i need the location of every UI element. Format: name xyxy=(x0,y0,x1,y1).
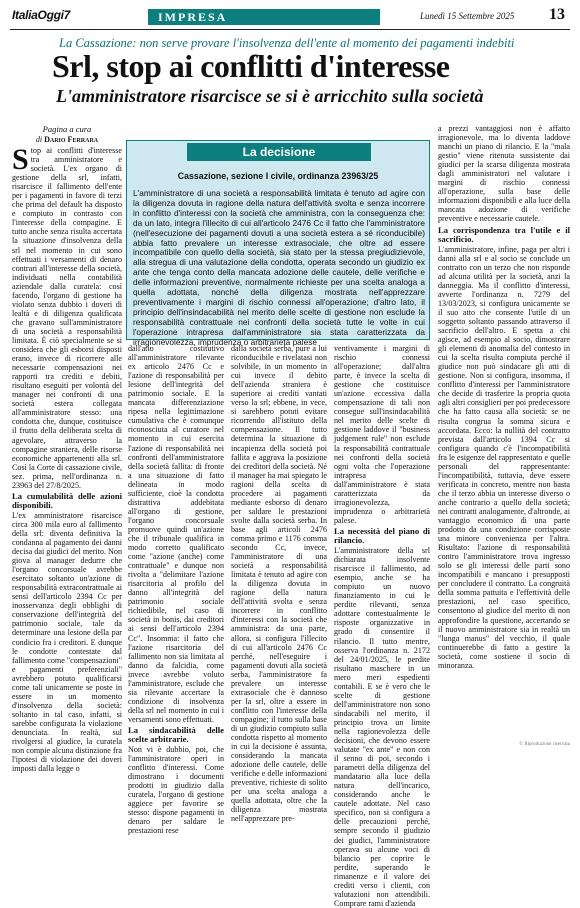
article-paragraph: L'ex amministratore risarcisce circa 300 mila euro al fallimento della srl: diventa definitiva la condanna al pagamento dei danni decisa dai giudici del merito. Non giova al manager dedurre che l'organo concorsuale avrebbe esercitato soltanto un'azione di responsabilità extracontrattuale ai sensi dell'articolo 2394 Cc per inosservanza degli obblighi di conservazione dell'integrità del patrimonio sociale, tale da determinare una lesione della par condicio fra i creditori. E dunque le condotte contestate dal fallimento come "compensazioni" e pagamenti preferenziali" avrebbero potuto qualificarsi come tali unicamente se poste in essere in un momento d'insolvenza della società: soltanto in tal caso, infatti, si sarebbe configurata la violazione denunciata. In realtà, sul rivolgersi al giudice, la curatela non compie alcuna distinzione fra l'ipotesi di violazione dei doveri imposti dalla legge o xyxy=(12,510,122,774)
decision-box xyxy=(126,140,430,347)
article-kicker: La Cassazione: non serve provare l'insolvenza dell'ente al momento dei pagamenti indebiti xyxy=(59,36,515,50)
page-number: 13 xyxy=(549,6,565,23)
decision-box-court: Cassazione, sezione I civile, ordinanza 23963/25 xyxy=(177,171,379,181)
byline-di: di xyxy=(35,135,43,144)
article-column-4 xyxy=(334,344,430,908)
byline-prefix: Pagina a cura xyxy=(42,124,92,134)
byline xyxy=(12,124,122,144)
article-column-3 xyxy=(231,344,327,824)
article-column-5 xyxy=(438,124,570,740)
copyright-notice: © Riproduzione riservata xyxy=(519,742,570,747)
issue-date: Lunedì 15 Settembre 2025 xyxy=(420,11,515,21)
newspaper-logo[interactable]: ItaliaOggi7 xyxy=(12,8,71,22)
article-column-1 xyxy=(12,143,122,774)
drop-cap: S xyxy=(12,143,29,176)
article-text: top ai conflitti d'interesse tra amministratore e società. L'ex organo di gestione della srl, infatti, risarcisce il fallimento dell'ente per i pagamenti in favore di terzi che prima del default ha disposto e compiuto in contrasto con l'interesse della compagine. E tutto anche senza risulta accertata la situazione d'insolvenza della srl nel momento in cui sono effettuati i versamenti di denaro contrari all'interesse della società, individuati nella contabilità aziendale dalla curatela: così facendo, l'organo di gestione ha violato senza dubbio i doveri di lealtà e di diligenza qualificata che gravano sull'amministratore di una società a responsabilità limitata. È ciò specialmente se si considera che gli esborsi disposti erano, invece di ricorrere alle necessarie compensazioni nei rapporti tra crediti e debiti, risultano eseguiti per volontà del manager nei confronti di una società estera collegata all'amministratore stesso: una condotta che, dunque, costituisce il frutto della deliberata scelta di agevolare, attraverso la compagine straniera, delle risorse economiche appartenenti alla srl. Così la Corte di cassazione civile, sez. prima, nell'ordinanza n. 23963 del 27/8/2025. xyxy=(12,146,122,490)
section-subhead: La necessità del piano di rilancio. xyxy=(334,525,430,545)
article-paragraph: a prezzi vantaggiosi non è affatto irragionevole, ma lo diventa laddove manchi un piano di rilancio. E la "mala gestio" viene ritenuta sussistente dai giudici per la scarsa diligenza mostrata dagli amministratori nel valutare i margini di rischio connessi all'operazione, sulla base delle informazioni disponibili e alla luce della mancata adozione di verifiche preventive e necessarie cautele. xyxy=(438,124,570,224)
article-paragraph: Non vi è dubbio, poi, che l'amministratore operi in conflitto d'interessi. Come dimostrano i documenti prodotti in giudizio dalla curatela, l'organo di gestione aggiece per favorire se stesso: dispone pagamenti in denaro per saldare le prestazioni rese xyxy=(128,745,224,836)
decision-box-body: L'amministratore di una società a responsabilità limitata è tenuto ad agire con la diligenza dovuta in ragione della natura dell'attività svolta e senza incorrere in conflitto d'interessi con la società che amministra, con la conseguenza che: da un lato, integra l'illecito di cui all'articolo 2476 Cc il fatto che l'amministratore (nell'esecuzione dei pagamenti dovuti a una società estera a sé riconducibile) abbia fatto prevalere un interesse extrasociale, che oltre ad essere incompatibile con quello della società, sia stato per la stessa pregiudizievole, alla stregua di una valutazione della condotta, operata secondo un giudizio ex ante che tenga conto della mancata adozione delle cautele, delle verifiche e delle informazioni preventive, normalmente richieste per una scelta analoga a quella adottata, nonché della diligenza mostrata nell'apprezzare preventivamente i margini di rischio connessi all'operazione; d'altro lato, il principio dell'insindacabilità nel merito delle scelte di gestione non esclude la responsabilità contrattuale nei confronti della società tutte le volte in cui l'operazione intrapresa dall'amministratore sia stata caratterizzata da irragionevolezza, imprudenza o arbitrarietà palese xyxy=(133,188,425,347)
article-headline: Srl, stop ai conflitti d'interesse xyxy=(52,48,450,84)
article-paragraph: dalla società serba, pure a lui riconducibile e rivelatasi non solvibile, in un momento in cui invece il debito dell'azienda straniera è superiore ai crediti vantati verso la srl; ebbene, in vece, si sarebbero potuti evitare ricorrendo all'istituto della compensazione. Il tutto determina la situazione di incapienza della società poi fallita e aggrava la posizione dei creditori della società. Né il manager ha mai spiegato le ragioni della scelta di procedere ai pagamenti mediante esborso di denaro per saldare le prestazioni svolte dalla società serba. In base agli articoli 2476 comma primo e 1176 comma secondo Cc, invece, l'amministratore di una società a responsabilità limitata è tenuto ad agire con la diligenza dovuta in ragione della natura dell'attività svolta e senza incorrere in conflitto d'interessi con la società che amministra: da una parte, allora, si configura l'illecito di cui all'articolo 2476 Cc perché, nell'eseguire i pagamenti dovuti alla società serba, l'amministratore fa prevalere un interesse extrasociale che è dannoso per la srl, oltre a essere in conflitto con l'interesse della compagine; il tutto sulla base di un giudizio compiuto sulla condotta rispetto al momento in cui la decisione è assunta, considerando la mancata adozione delle cautele, delle verifiche e delle informazioni preventive, richieste di solito per una scelta analoga a quella adottata, oltre che la diligenza mostrata nell'apprezzare pre- xyxy=(231,344,327,824)
article-paragraph: L'amministratore della srl dichiarata insolvente risarcisce il fallimento, ad esempio, anche se ha compiuto un nuovo finanziamento in cui le perdite rilevanti, senza adottare contestualmente le risposte organizzative in grado di consentire il rilancio. Il tutto mentre, osserva l'ordinanza n. 2172 del 24/01/2025, le perdite risultano maschere in un mero meri espedienti contabili. E se è vero che le scelte di gestione dell'amministratore non sono sindacabili nel merito, il principio trova un limite nella ragionevolezza delle decisioni, che devono essere valutate "ex ante" e non con il senno di poi, secondo i parametri della diligenza del mandatario alla luce della natura dell'incarico, considerando anche le cautele adottate. Nel caso specifico, non si configura a delle precauzioni perché, sempre secondo il giudizio dei giudici, l'amministratore operava su alcune voci di bilancio per coprire le perdite, superando le rimanenze e il valore dei crediti verso i clienti, con valutazioni non attendibili. Comprare rami d'azienda xyxy=(334,546,430,908)
section-name: IMPRESA xyxy=(158,10,228,24)
byline-author: Dario Ferrara xyxy=(44,135,99,144)
decision-box-title: La decisione xyxy=(187,143,371,161)
section-subhead: La cumulabilità delle azioni disponibili. xyxy=(12,490,122,510)
article-paragraph: dall'atto costitutivo all'amministratore rilevante ex articolo 2476 Cc e l'azione di responsabilità per lesione dell'integrità del patrimonio sociale. E la mancata differenziazione ripesa nella legittimazione cumulativa che è comunque riconosciuta al curatore nel momento in cui esercita l'azione di responsabilità nei confronti dell'amministratore della società fallita: di fronte a una situazione di fatto delineata in modo sufficiente, cioè la condotta distrattiva addebitata all'organo di gestione, l'organo concorsuale promuove quindi un'azione che il tribunale qualifica in modo corretto qualificato come "azione (anche) come contrattuale" e dunque non rivolta a "delimitare l'azione risarcitoria al profilo del danno all'integrità del patrimonio sociale richiedibile, nel caso di società in bonis, dai creditori ai sensi dell'articolo 2394 Cc". Insomma: il fatto che l'azione risarcitoria del fallimento non sia limitata al danno da falcidia, come invece avrebbe voluto l'amministratore, esclude che sia rilevante accertare la condizione di insolvenza della srl nel momento in cui i versamenti sono effettuati. xyxy=(128,344,224,724)
header-rule xyxy=(10,29,570,30)
section-subhead: La corrispondenza tra l'utile e il sacrificio. xyxy=(438,224,570,244)
article-paragraph: ventivamente i margini di rischio connessi all'operazione; dall'altra parte, è invece la scelta di gestione che costituisce un'azione eccessiva dalla compensazione di tali non consegue sull'insindacabilità nel merito delle scelte di gestione laddove il "business judgement rule" non esclude la responsabilità contrattuale nei confronti della società ogni volta che l'operazione intrapresa dall'amministratore è stata caratterizzata da irragionevolezza, imprudenza o arbitrarietà palese. xyxy=(334,344,430,525)
article-column-2 xyxy=(128,344,224,836)
section-subhead: La sindacabilità delle scelte arbitrarie. xyxy=(128,724,224,745)
section-banner xyxy=(148,9,380,25)
masthead xyxy=(10,6,570,28)
article-paragraph: L'amministratore, infine, paga per altri i danni alla srl e al socio se conclude un contratto con un terzo che non risponde ad alcuna utilità per la società, anzi la danneggia. Ma il conflitto d'interessi, avverte l'ordinanza n. 7279 del 13/03/2023, si configura unicamente se il suo atto che consente l'utile di un soggetto soltanto passando attraverso il sacrificio dell'altro. E spetta a chi agisce, ad esempio al socio, dimostrare gli elementi di anomalia del contesto in cui la scelta risulta compiuta perché il giudice non può sindacare gli atti di gestione. Non si configura, insomma, il conflitto d'interessi per l'amministratore che decide di trasferire la propria quota agli altri consiglieri per poi predecessore che ha fatto causa alla società: se ne risulta congrua la somma sicura e accordata. Ecco: la nullità del contratto prevista dall'articolo 1394 Cc si configura quando c'è l'incompatibilità fra le esigenze del rappresentato e quelle personali del rappresentante: l'incompatibilità, tuttavia, deve essere verificata in concreto, mentre non basta che il terzo abbia un interesse diverso o anche contrario a quello della società; nei contratti analogamente, d'altronde, ai vantaggio economico di una parte prodotto da una condizione corrisposte una minore convenienza per l'altra. Risultato: l'azione di responsabilità contro l'amministratore trova ingresso solo se gli interessi delle parti sono incompatibili e mancano i presupposti per concludere il contratto. La congruità della somma pattuita e l'effettività delle prestazioni, nel caso specifico, consentono al giudice del merito di non approfondire la questione, accertando se il nuovo amministratore sia in realtà un "lunga manus" del vecchio, il quale continuerebbe di fatto a gestire la società, come sostiene il socio di minoranza. xyxy=(438,244,570,670)
article-subheadline: L'amministratore risarcisce se si è arricchito sulla società xyxy=(56,86,484,106)
article-paragraph xyxy=(12,143,122,490)
